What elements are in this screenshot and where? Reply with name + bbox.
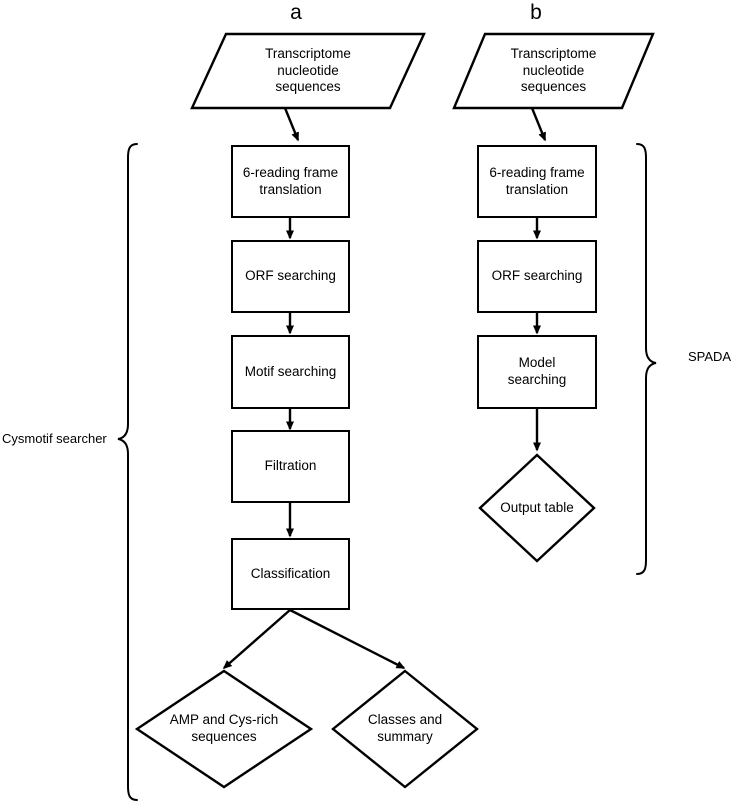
node-a-classification: Classification xyxy=(231,538,350,610)
node-a-amp-output-label: AMP and Cys-rich sequences xyxy=(169,712,279,744)
node-a-translation: 6-reading frame translation xyxy=(231,145,350,218)
node-b-input-label: Transcriptome nucleotide sequences xyxy=(510,45,597,95)
group-label-spada: SPADA xyxy=(688,349,732,364)
node-b-output-table-label: Output table xyxy=(500,499,574,515)
node-a-classes-output-label: Classes and summary xyxy=(367,712,443,744)
node-b-orf-searching: ORF searching xyxy=(477,240,597,313)
node-a-input-label: Transcriptome nucleotide sequences xyxy=(265,45,351,95)
group-label-cysmotif-searcher: Cysmotif searcher xyxy=(2,431,107,446)
node-a-amp-output xyxy=(134,668,314,790)
panel-label-b: b xyxy=(530,1,542,24)
panel-label-a: a xyxy=(290,1,302,24)
node-a-input xyxy=(190,32,426,110)
node-b-output-table xyxy=(477,452,597,564)
node-b-model-searching: Model searching xyxy=(477,335,597,409)
node-b-translation: 6-reading frame translation xyxy=(477,145,597,218)
node-a-orf-searching: ORF searching xyxy=(231,240,350,313)
node-a-classes-output xyxy=(330,668,480,790)
node-a-filtration: Filtration xyxy=(231,430,350,503)
node-a-motif-searching: Motif searching xyxy=(231,335,350,409)
node-b-input xyxy=(452,32,655,110)
